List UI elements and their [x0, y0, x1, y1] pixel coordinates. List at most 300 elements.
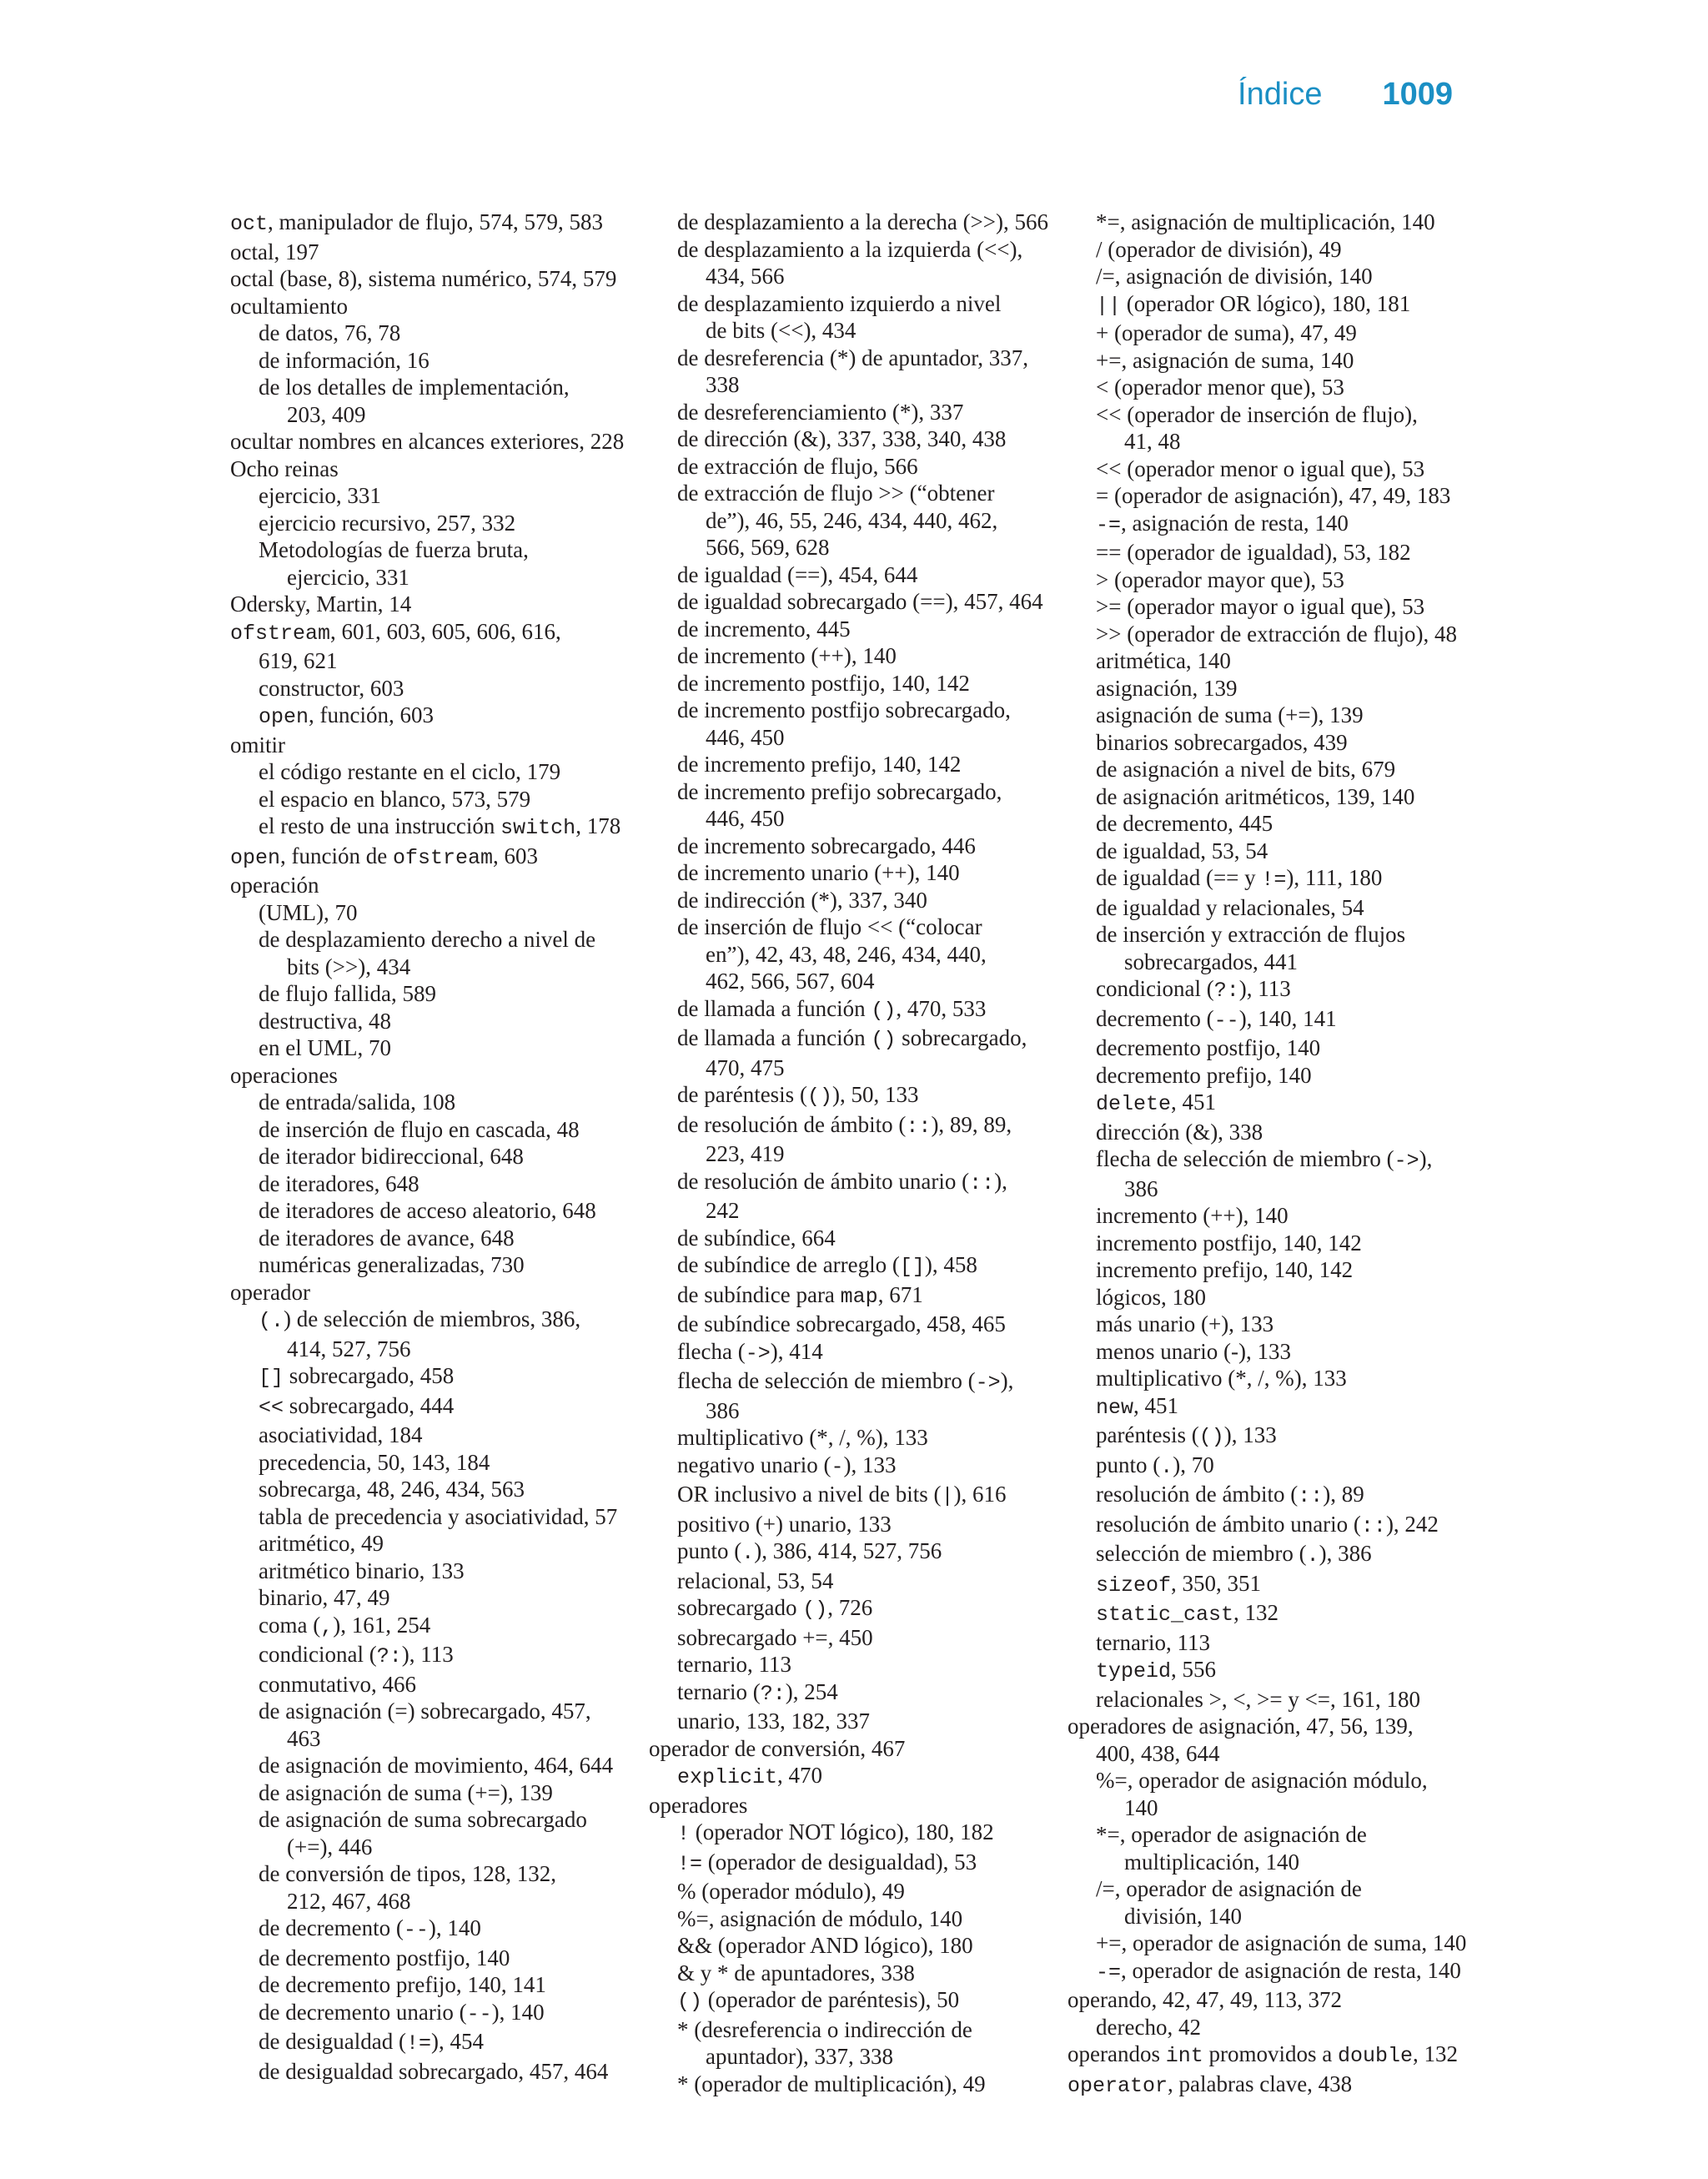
index-entry	[677, 1624, 1057, 1652]
entry-text: de igualdad (== y	[1096, 865, 1262, 890]
entry-text: en”), 42, 43, 48, 246, 434, 440,	[706, 941, 987, 967]
index-column-1	[230, 209, 630, 2085]
code-term: typeid	[1096, 1659, 1172, 1683]
entry-text: > (operador mayor que), 53	[1096, 566, 1344, 592]
index-entry	[1124, 1175, 1464, 1203]
index-entry	[1124, 1794, 1464, 1822]
index-entry	[677, 778, 1057, 806]
entry-text: , 671	[877, 1281, 923, 1307]
code-term: !=	[677, 1851, 703, 1876]
index-entry	[677, 616, 1057, 643]
entry-text: de datos, 76, 78	[259, 320, 401, 345]
entry-text: el resto de una instrucción	[259, 813, 501, 838]
index-entry	[230, 843, 630, 873]
entry-text: ocultar nombres en alcances exteriores, 228	[230, 429, 625, 454]
entry-text: ), 89, 89,	[931, 1111, 1012, 1137]
index-entry	[1096, 1821, 1464, 1849]
entry-text: ), 454	[430, 2029, 484, 2054]
entry-text: unario, 133, 182, 337	[677, 1708, 870, 1734]
index-entry	[1096, 621, 1464, 648]
index-entry	[677, 1537, 1057, 1568]
entry-text: 386	[706, 1397, 740, 1423]
index-entry	[259, 1945, 630, 1972]
index-entry	[1096, 374, 1464, 401]
index-entry	[706, 534, 1057, 561]
index-entry	[677, 1905, 1057, 1933]
entry-text: OR inclusivo a nivel de bits (	[677, 1482, 942, 1507]
code-term: int	[1165, 2044, 1203, 2068]
header-title: Índice	[1238, 77, 1323, 112]
entry-text: ), 133	[1223, 1422, 1277, 1447]
index-entry	[1096, 810, 1464, 838]
entry-text: sobrecarga, 48, 246, 434, 563	[259, 1477, 525, 1502]
entry-text: de asignación de suma (+=), 139	[259, 1779, 553, 1805]
index-entry	[1068, 1713, 1464, 1740]
index-entry	[1096, 1540, 1464, 1570]
entry-text: de incremento prefijo sobrecargado,	[677, 778, 1002, 804]
index-entry	[1096, 1930, 1467, 1957]
index-entry	[677, 1678, 1057, 1708]
entry-text: selección de miembro (	[1096, 1541, 1307, 1566]
entry-text: 434, 566	[706, 264, 785, 289]
entry-text: Odersky, Martin, 14	[230, 591, 412, 616]
index-entry	[230, 872, 630, 899]
index-entry	[677, 859, 1057, 887]
code-term: ||	[1096, 293, 1122, 318]
entry-text: numéricas generalizadas, 730	[259, 1252, 525, 1277]
entry-text: decremento prefijo, 140	[1096, 1062, 1312, 1088]
index-entry	[1068, 2041, 1464, 2071]
code-term: new	[1096, 1395, 1134, 1420]
entry-text: , manipulador de flujo, 574, 579, 583	[268, 209, 603, 234]
code-term: ,	[320, 1614, 334, 1639]
entry-text: 462, 566, 567, 604	[706, 969, 875, 994]
index-entry	[706, 1197, 1057, 1225]
entry-text: multiplicación, 140	[1124, 1849, 1299, 1875]
index-entry	[677, 1819, 1057, 1849]
entry-text: , 726	[827, 1595, 873, 1620]
index-entry	[259, 1225, 630, 1252]
index-entry	[677, 561, 1057, 589]
entry-text: ),	[994, 1168, 1007, 1194]
entry-text: octal, 197	[230, 239, 319, 264]
index-entry	[677, 1932, 1057, 1960]
entry-text: , 350, 351	[1171, 1570, 1262, 1596]
entry-text: dirección (&), 338	[1096, 1119, 1263, 1145]
entry-text: de flujo fallida, 589	[259, 981, 436, 1006]
index-entry	[259, 1034, 630, 1062]
entry-text: , función de	[280, 843, 393, 868]
index-entry	[677, 1168, 1057, 1198]
entry-text: ), 133	[843, 1452, 897, 1477]
index-entry	[259, 320, 630, 347]
index-entry	[677, 1311, 1057, 1338]
entry-text: de iteradores de avance, 648	[259, 1225, 515, 1251]
index-entry	[1068, 1986, 1464, 2014]
index-entry	[677, 995, 1057, 1025]
entry-text: (UML), 70	[259, 899, 358, 925]
code-term: !	[677, 1822, 691, 1846]
index-entry	[706, 805, 1057, 833]
entry-text: operador de conversión, 467	[649, 1735, 906, 1761]
entry-text: de incremento sobrecargado, 446	[677, 833, 976, 858]
code-term: switch	[500, 816, 576, 840]
entry-text: ternario (	[677, 1678, 761, 1704]
index-entry	[1096, 975, 1464, 1005]
entry-text: ), 386, 414, 527, 756	[754, 1538, 942, 1563]
index-entry	[1096, 1005, 1464, 1035]
entry-text: , palabras clave, 438	[1168, 2071, 1353, 2096]
code-term: .	[271, 1309, 284, 1333]
index-entry	[259, 1806, 630, 1834]
entry-text: en el UML, 70	[259, 1035, 391, 1060]
index-entry	[1096, 401, 1464, 429]
index-entry	[1124, 1903, 1464, 1930]
index-entry	[1096, 347, 1464, 375]
index-entry	[259, 1306, 630, 1336]
index-entry	[259, 1752, 630, 1779]
entry-text: de igualdad (==), 454, 644	[677, 561, 918, 587]
index-entry	[287, 954, 630, 981]
index-entry	[1096, 675, 1464, 702]
index-entry	[677, 833, 1057, 860]
entry-text: , 451	[1133, 1392, 1179, 1418]
code-term: ::	[1360, 1513, 1386, 1538]
index-entry	[1096, 1284, 1464, 1311]
entry-text: (operador de desigualdad), 53	[702, 1849, 977, 1875]
entry-text: relacional, 53, 54	[677, 1568, 834, 1593]
entry-text: ), 458	[924, 1252, 977, 1277]
code-term: .	[741, 1541, 755, 1565]
code-term: operator	[1068, 2073, 1168, 2098]
entry-text: octal (base, 8), sistema numérico, 574, 579	[230, 266, 617, 291]
entry-text: aritmético binario, 133	[259, 1558, 465, 1583]
code-term: open	[259, 705, 309, 729]
entry-text: omitir	[230, 732, 285, 757]
entry-text: 463	[287, 1725, 321, 1751]
entry-text: incremento postfijo, 140, 142	[1096, 1230, 1362, 1256]
entry-text: de entrada/salida, 108	[259, 1090, 456, 1115]
entry-text: de incremento unario (++), 140	[677, 860, 960, 885]
index-entry	[230, 265, 630, 293]
index-entry	[230, 239, 630, 266]
entry-text: ), 140	[428, 1915, 481, 1940]
entry-text: ), 113	[401, 1642, 454, 1667]
index-entry	[259, 926, 630, 954]
entry-text: 212, 467, 468	[287, 1888, 411, 1914]
index-entry	[677, 1651, 1057, 1678]
code-term: sizeof	[1096, 1573, 1172, 1598]
entry-text: multiplicativo (*, /, %), 133	[677, 1425, 928, 1450]
entry-text: *=, asignación de multiplicación, 140	[1096, 209, 1435, 234]
entry-text: resolución de ámbito (	[1096, 1482, 1299, 1507]
entry-text: 203, 409	[287, 401, 366, 427]
entry-text: ), 414	[770, 1338, 823, 1364]
index-entry	[677, 1367, 1057, 1397]
index-entry	[259, 1971, 630, 1999]
index-entry	[259, 1671, 630, 1698]
entry-text: << (operador de inserción de flujo),	[1096, 401, 1418, 427]
index-entry	[259, 1558, 630, 1585]
code-term: ?:	[376, 1644, 402, 1668]
entry-text: decremento (	[1096, 1005, 1214, 1031]
index-entry	[677, 697, 1057, 724]
entry-text: incremento prefijo, 140, 142	[1096, 1257, 1354, 1282]
entry-text: positivo (+) unario, 133	[677, 1511, 892, 1537]
entry-text: de paréntesis (	[677, 1082, 807, 1107]
entry-text: de llamada a función	[677, 995, 872, 1021]
index-entry	[677, 1281, 1057, 1311]
index-entry	[706, 371, 1057, 399]
entry-text: de subíndice sobrecargado, 458, 465	[677, 1311, 1006, 1336]
index-entry	[259, 647, 630, 675]
index-entry	[259, 374, 630, 401]
entry-text: , 556	[1171, 1657, 1217, 1682]
entry-text: de resolución de ámbito (	[677, 1111, 907, 1137]
index-entry	[1096, 1740, 1464, 1768]
entry-text: 223, 419	[706, 1141, 785, 1166]
entry-text: de conversión de tipos, 128, 132,	[259, 1861, 556, 1886]
entry-text: de asignación de movimiento, 464, 644	[259, 1753, 614, 1778]
entry-text: ternario, 113	[677, 1652, 791, 1677]
code-term: .	[1160, 1454, 1173, 1479]
index-entry	[1068, 2071, 1464, 2101]
entry-text: de igualdad sobrecargado (==), 457, 464	[677, 589, 1043, 614]
entry-text: 140	[1124, 1794, 1158, 1820]
entry-text: & y * de apuntadores, 338	[677, 1960, 915, 1985]
index-entry	[677, 751, 1057, 778]
entry-text: de desigualdad sobrecargado, 457, 464	[259, 2058, 609, 2084]
code-term: -=	[1096, 1960, 1122, 1985]
entry-text: operación	[230, 873, 319, 898]
entry-text: 566, 569, 628	[706, 535, 830, 560]
index-entry	[287, 1888, 630, 1915]
code-term: delete	[1096, 1092, 1172, 1116]
entry-text: de indirección (*), 337, 340	[677, 887, 927, 913]
index-entry	[677, 1708, 1057, 1735]
index-entry	[706, 507, 1057, 535]
entry-text: (+=), 446	[287, 1834, 373, 1859]
code-term: ()	[677, 1990, 703, 2014]
index-entry	[259, 1143, 630, 1170]
entry-text: relacionales >, <, >= y <=, 161, 180	[1096, 1686, 1421, 1712]
entry-text: aritmético, 49	[259, 1531, 384, 1556]
entry-text: el espacio en blanco, 573, 579	[259, 786, 531, 812]
entry-text: flecha de selección de miembro (	[1096, 1146, 1394, 1171]
entry-text: && (operador AND lógico), 180	[677, 1933, 973, 1958]
entry-text: de desplazamiento a la derecha (>>), 566	[677, 209, 1048, 234]
index-entry	[1096, 290, 1464, 320]
index-entry	[259, 1392, 630, 1422]
entry-text: ejercicio, 331	[287, 564, 409, 590]
index-entry	[1096, 1119, 1464, 1146]
index-entry	[1096, 1202, 1464, 1230]
index-entry	[259, 1584, 630, 1612]
index-entry	[677, 1849, 1057, 1879]
entry-text: operadores	[649, 1792, 748, 1818]
index-entry	[259, 1530, 630, 1558]
entry-text: de iterador bidireccional, 648	[259, 1144, 524, 1169]
index-entry	[677, 887, 1057, 914]
entry-text: de llamada a función	[677, 1025, 872, 1050]
index-entry	[677, 236, 1057, 264]
entry-text: de inserción y extracción de flujos	[1096, 922, 1406, 947]
entry-text: de extracción de flujo >> (“obtener	[677, 481, 995, 506]
entry-text: 446, 450	[706, 724, 785, 750]
index-entry	[677, 588, 1057, 616]
index-entry	[706, 724, 1057, 752]
index-entry	[677, 1111, 1057, 1141]
index-entry	[230, 618, 630, 648]
entry-text: operador	[230, 1279, 310, 1305]
entry-text: de incremento, 445	[677, 616, 851, 642]
code-term: []	[259, 1366, 284, 1390]
code-term: --	[403, 1918, 429, 1942]
index-entry	[677, 453, 1057, 481]
index-entry	[287, 401, 630, 429]
entry-text: de los detalles de implementación,	[259, 375, 570, 400]
entry-text: de desreferencia (*) de apuntador, 337,	[677, 345, 1028, 370]
index-entry	[259, 1008, 630, 1035]
entry-text: operadores de asignación, 47, 56, 139,	[1068, 1714, 1414, 1739]
entry-text: operando, 42, 47, 49, 113, 372	[1068, 1987, 1342, 2012]
index-entry	[1096, 756, 1464, 783]
entry-text: binario, 47, 49	[259, 1585, 390, 1610]
entry-text: flecha de selección de miembro (	[677, 1368, 976, 1393]
index-entry	[259, 813, 630, 843]
entry-text: de asignación (=) sobrecargado, 457,	[259, 1698, 591, 1724]
entry-text: operaciones	[230, 1062, 338, 1088]
index-entry	[1096, 1365, 1464, 1392]
index-entry	[230, 455, 630, 483]
index-entry	[677, 2016, 1057, 2044]
index-entry	[230, 732, 630, 759]
entry-text: de”), 46, 55, 246, 434, 440, 462,	[706, 507, 998, 533]
index-entry	[259, 347, 630, 375]
entry-text: 470, 475	[706, 1054, 785, 1080]
index-entry	[677, 1568, 1057, 1595]
entry-text: multiplicativo (*, /, %), 133	[1096, 1366, 1347, 1391]
entry-text: (operador OR lógico), 180, 181	[1121, 290, 1411, 316]
entry-text: incremento (++), 140	[1096, 1203, 1289, 1228]
entry-text: , 601, 603, 605, 606, 616,	[330, 618, 561, 644]
index-entry	[1096, 921, 1464, 949]
index-entry	[259, 675, 630, 702]
index-entry	[1096, 1311, 1464, 1338]
index-entry	[1096, 1230, 1464, 1257]
code-term: open	[230, 845, 281, 870]
index-entry	[1096, 1034, 1464, 1062]
entry-text: /=, operador de asignación de	[1096, 1876, 1362, 1901]
entry-text: binarios sobrecargados, 439	[1096, 729, 1348, 755]
entry-text: ), 616	[953, 1482, 1007, 1507]
entry-text: ), 140, 141	[1238, 1005, 1337, 1031]
index-entry	[677, 1960, 1057, 1987]
index-entry	[677, 1338, 1057, 1368]
index-entry	[1096, 1629, 1464, 1657]
index-entry	[1096, 566, 1464, 594]
entry-text: destructiva, 48	[259, 1008, 391, 1034]
entry-text: apuntador), 337, 338	[706, 2044, 893, 2069]
index-entry	[259, 2028, 630, 2058]
entry-text: ), 50, 133	[831, 1082, 919, 1107]
index-entry	[1096, 1422, 1464, 1452]
code-term: -=	[1096, 512, 1122, 537]
index-entry	[1096, 647, 1464, 675]
index-entry	[1096, 894, 1464, 922]
index-entry	[1096, 539, 1464, 566]
index-entry	[1096, 236, 1464, 264]
entry-text: de incremento postfijo sobrecargado,	[677, 697, 1011, 722]
index-entry	[1096, 729, 1464, 757]
index-entry	[677, 1762, 1057, 1792]
entry-text: ), 254	[785, 1678, 838, 1704]
entry-text: de dirección (&), 337, 338, 340, 438	[677, 426, 1007, 451]
entry-text: ocultamiento	[230, 293, 348, 319]
entry-text: * (desreferencia o indirección de	[677, 2016, 972, 2042]
index-entry	[1096, 2014, 1464, 2041]
code-term: map	[840, 1284, 878, 1309]
entry-text: coma (	[259, 1612, 321, 1638]
index-entry	[259, 899, 630, 927]
entry-text: = (operador de asignación), 47, 49, 183	[1096, 483, 1451, 508]
entry-text: punto (	[1096, 1452, 1161, 1477]
entry-text: /=, asignación de división, 140	[1096, 264, 1373, 289]
entry-text: de iteradores, 648	[259, 1170, 419, 1196]
entry-text: , 178	[575, 813, 621, 838]
entry-text: aritmética, 140	[1096, 648, 1231, 673]
index-entry	[1096, 455, 1464, 483]
index-entry	[1096, 838, 1464, 865]
entry-text: de decremento, 445	[1096, 811, 1273, 836]
index-entry	[677, 1225, 1057, 1252]
index-entry	[1096, 1656, 1464, 1686]
index-entry	[1096, 263, 1464, 290]
entry-text: ),	[1419, 1146, 1433, 1171]
index-entry	[706, 1397, 1057, 1425]
index-entry	[259, 1915, 630, 1945]
entry-text: tabla de precedencia y asociatividad, 57	[259, 1503, 618, 1529]
index-entry	[706, 1140, 1057, 1168]
index-entry	[677, 480, 1057, 507]
entry-text: de inserción de flujo << (“colocar	[677, 914, 982, 939]
code-term: !=	[405, 2031, 431, 2056]
entry-text: de bits (<<), 434	[706, 318, 857, 343]
code-term: ()	[806, 1084, 832, 1109]
index-entry	[677, 670, 1057, 697]
index-entry	[677, 1251, 1057, 1281]
index-entry	[1096, 783, 1464, 811]
index-entry	[1096, 1256, 1464, 1284]
code-term: ::	[906, 1114, 932, 1139]
index-entry	[1096, 1570, 1464, 1600]
index-entry	[1096, 1511, 1464, 1541]
entry-text: de incremento prefijo, 140, 142	[677, 752, 962, 777]
index-entry	[1096, 1452, 1464, 1482]
index-entry	[677, 399, 1057, 426]
index-entry	[259, 1251, 630, 1279]
entry-text: de decremento prefijo, 140, 141	[259, 1972, 546, 1997]
entry-text: 41, 48	[1124, 429, 1181, 454]
code-term: ofstream	[392, 845, 494, 870]
code-term: ::	[969, 1170, 995, 1195]
code-term: ()	[1198, 1425, 1224, 1449]
index-entry	[706, 2043, 1057, 2071]
entry-text: resolución de ámbito unario (	[1096, 1511, 1361, 1537]
code-term: (	[259, 1309, 272, 1333]
entry-text: de incremento postfijo, 140, 142	[677, 670, 970, 696]
entry-text: 338	[706, 372, 740, 397]
